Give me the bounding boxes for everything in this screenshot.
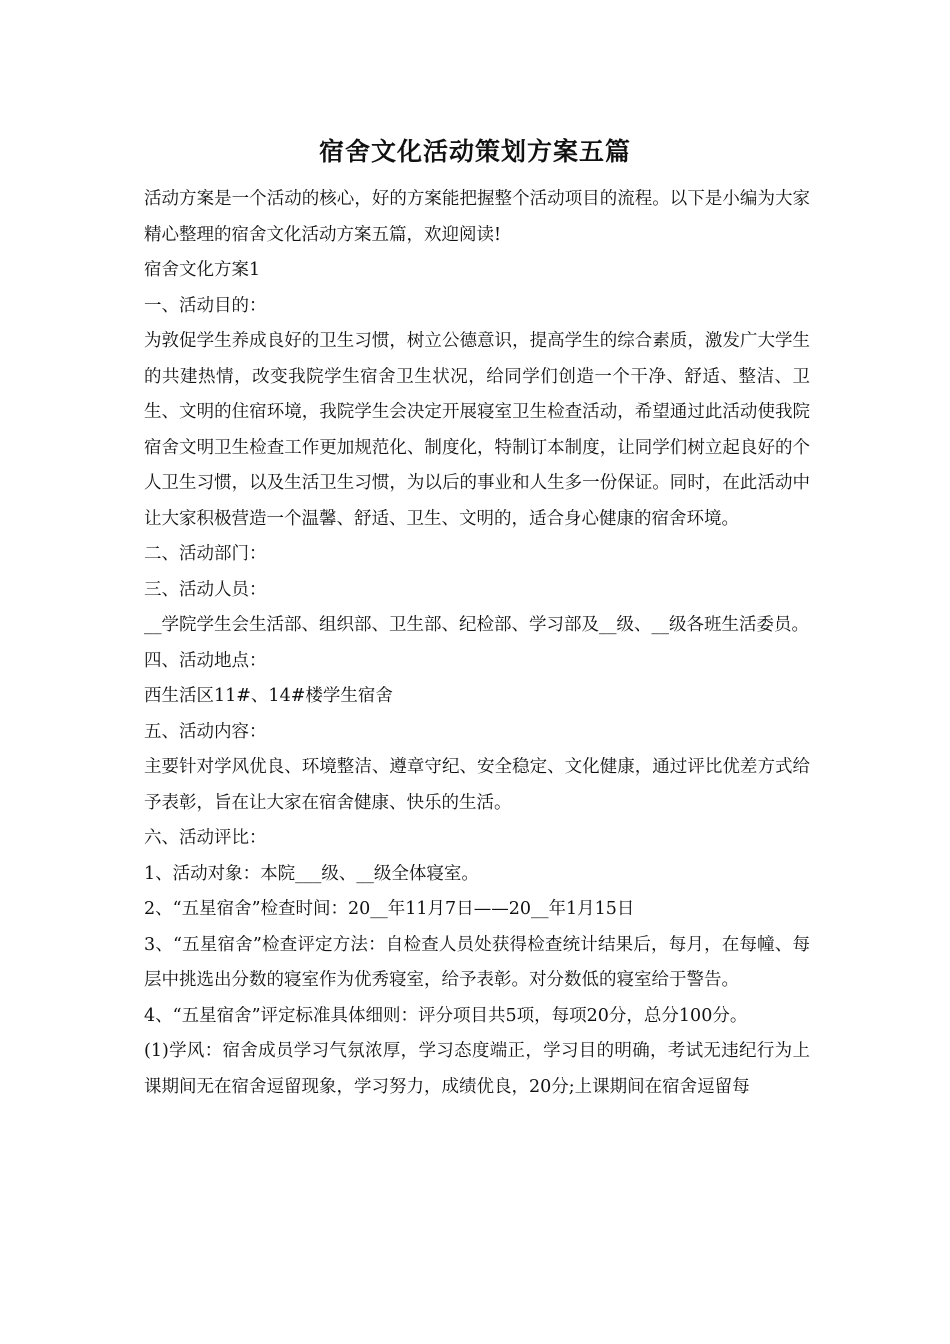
document-body — [144, 182, 810, 1105]
evaluation-item-3: 3、“五星宿舍”检查评定方法：自检查人员处获得检查统计结果后，每月，在每幢、每层中挑选出分数的寝室作为优秀寝室，给予表彰。对分数低的寝室给于警告。 — [144, 934, 810, 990]
subheading-content: 五、活动内容： — [144, 721, 267, 742]
evaluation-item-2: 2、“五星宿舍”检查时间：20__年11月7日——20__年1月15日 — [144, 899, 635, 919]
subheading-location: 四、活动地点： — [144, 650, 267, 671]
personnel-paragraph: __学院学生会生活部、组织部、卫生部、纪检部、学习部及__级、__级各班生活委员。 — [144, 615, 809, 635]
content-paragraph: 主要针对学风优良、环境整洁、遵章守纪、安全稳定、文化健康，通过评比优差方式给予表彰，旨在让大家在宿舍健康、快乐的生活。 — [144, 757, 810, 813]
subheading-department: 二、活动部门： — [144, 544, 267, 564]
intro-paragraph: 活动方案是一个活动的核心，好的方案能把握整个活动项目的流程。以下是小编为大家精心整理的宿舍文化活动方案五篇，欢迎阅读! — [144, 189, 810, 245]
subheading-purpose: 一、活动目的： — [144, 295, 267, 316]
evaluation-item-1: 1、活动对象：本院___级、__级全体寝室。 — [144, 863, 479, 884]
evaluation-item-4: 4、“五星宿舍”评定标准具体细则：评分项目共5项，每项20分，总分100分。 — [144, 1005, 748, 1026]
purpose-paragraph: 为敦促学生养成良好的卫生习惯，树立公德意识，提高学生的综合素质，激发广大学生的共建热情，改变我院学生宿舍卫生状况，给同学们创造一个干净、舒适、整洁、卫生、文明的住宿环境，我院学生会决定开展寝室卫生检查活动，希望通过此活动使我院宿舍文明卫生检查工作更加规范化、制度化，特制订本制度，让同学们树立起良好的个人卫生习惯，以及生活卫生习惯，为以后的事业和人生多一份保证。同时，在此活动中让大家积极营造一个温馨、舒适、卫生、文明的，适合身心健康的宿舍环境。 — [144, 331, 810, 529]
section-heading: 宿舍文化方案1 — [144, 260, 261, 280]
evaluation-item-4-1: (1)学风：宿舍成员学习气氛浓厚，学习态度端正，学习目的明确，考试无违纪行为上课期间无在宿舍逗留现象，学习努力，成绩优良，20分;上课期间在宿舍逗留每 — [144, 1041, 810, 1097]
document-title: 宿舍文化活动策划方案五篇 — [318, 137, 631, 166]
location-paragraph: 西生活区11#、14#楼学生宿舍 — [144, 686, 393, 706]
subheading-personnel: 三、活动人员： — [144, 579, 267, 600]
subheading-evaluation: 六、活动评比： — [144, 828, 267, 848]
